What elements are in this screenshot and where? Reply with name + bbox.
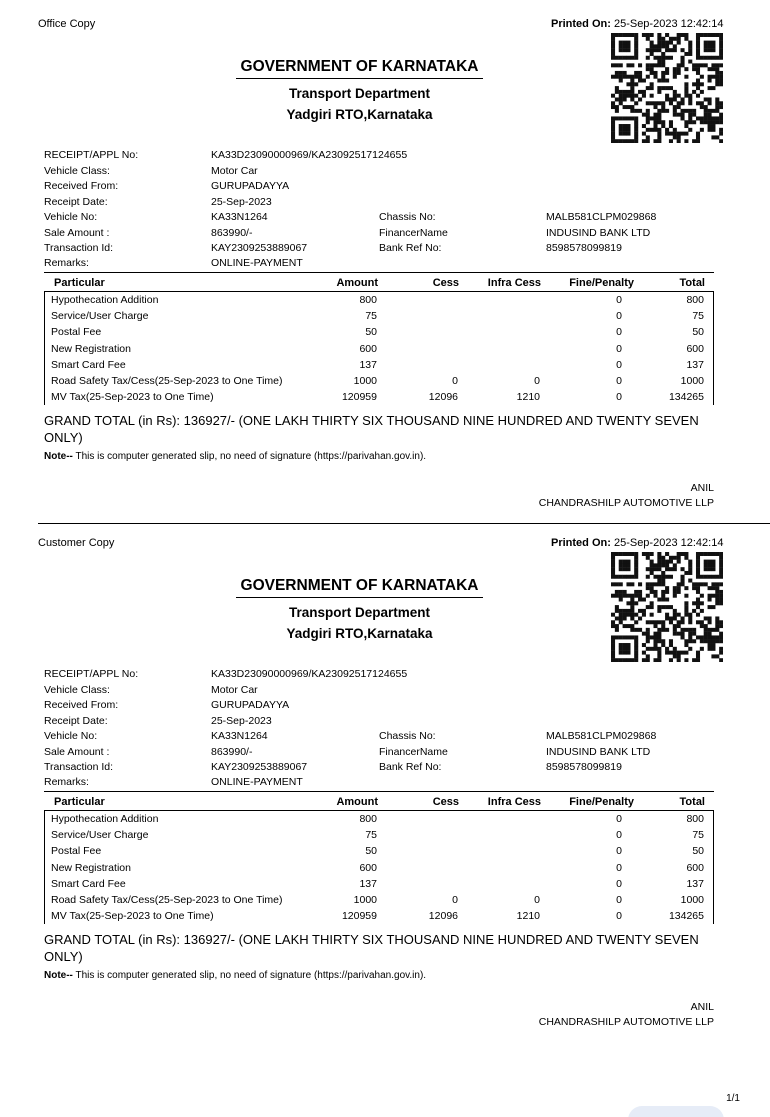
info-row-remarks: Remarks: ONLINE-PAYMENT: [44, 776, 303, 788]
signatory-name: ANIL: [690, 1001, 714, 1013]
info-row-remarks: Remarks: ONLINE-PAYMENT: [44, 257, 303, 269]
copy-label: Office Copy: [38, 18, 96, 30]
printed-on: Printed On: 25-Sep-2023 12:42:14: [551, 537, 724, 549]
office-copy: [0, 0, 770, 509]
table-row: Service/User Charge 75 0 75: [51, 829, 704, 842]
info-row-sale-amount: Sale Amount : 863990/- FinancerName INDUSIND BANK LTD: [44, 745, 651, 758]
info-row-received-from: Received From: GURUPADAYYA: [44, 180, 290, 192]
table-row: MV Tax(25-Sep-2023 to One Time) 120959 12096 1210 0 134265: [51, 391, 704, 404]
signatory-name: ANIL: [690, 482, 714, 494]
table-row: New Registration 600 0 600: [51, 861, 704, 874]
info-row-vehicle-class: Vehicle Class: Motor Car: [44, 164, 258, 177]
table-row: Hypothecation Addition 800 0 800: [51, 813, 704, 825]
page-number: 1/1: [726, 1093, 740, 1104]
fees-table: [44, 272, 714, 405]
info-row-vehicle-class: Vehicle Class: Motor Car: [44, 683, 258, 696]
signatory-organization: CHANDRASHILP AUTOMOTIVE LLP: [538, 1016, 714, 1028]
government-title: GOVERNMENT OF KARNATAKA: [236, 58, 483, 79]
table-row: New Registration 600 0 600: [51, 342, 704, 355]
info-row-receipt-date: Receipt Date: 25-Sep-2023: [44, 195, 272, 208]
table-row: Postal Fee 50 0 50: [51, 326, 704, 339]
copy-label: Customer Copy: [38, 537, 115, 549]
qr-code-icon: [611, 33, 723, 143]
fees-table-header: Particular Amount Cess Infra Cess Fine/Penalty Total: [44, 272, 714, 292]
table-row: Road Safety Tax/Cess(25-Sep-2023 to One Time) 1000 0 0 0 1000: [51, 893, 704, 906]
department-title: Transport Department: [288, 605, 431, 620]
grand-total: GRAND TOTAL (in Rs): 136927/- (ONE LAKH THIRTY SIX THOUSAND NINE HUNDRED AND TWENTY SEVEN ONLY): [44, 932, 699, 964]
info-row-receipt: RECEIPT/APPL No: KA33D23090000969/KA23092517124655: [44, 668, 408, 680]
signatory-organization: CHANDRASHILP AUTOMOTIVE LLP: [538, 497, 714, 509]
fees-table-body: [44, 292, 714, 405]
rto-title: Yadgiri RTO,Karnataka: [286, 626, 433, 641]
table-row: Road Safety Tax/Cess(25-Sep-2023 to One Time) 1000 0 0 0 1000: [51, 374, 704, 387]
table-row: Hypothecation Addition 800 0 800: [51, 294, 704, 306]
grand-total: GRAND TOTAL (in Rs): 136927/- (ONE LAKH THIRTY SIX THOUSAND NINE HUNDRED AND TWENTY SEVEN ONLY): [44, 413, 699, 445]
table-row: Smart Card Fee 137 0 137: [51, 358, 704, 371]
info-row-transaction: Transaction Id: KAY2309253889067 Bank Ref No: 8598578099819: [44, 761, 622, 773]
info-row-receipt: RECEIPT/APPL No: KA33D23090000969/KA23092517124655: [44, 149, 408, 161]
fees-table-body: [44, 811, 714, 924]
info-row-vehicle-no: Vehicle No: KA33N1264 Chassis No: MALB581CLPM029868: [44, 730, 657, 742]
table-row: MV Tax(25-Sep-2023 to One Time) 120959 12096 1210 0 134265: [51, 910, 704, 923]
info-row-sale-amount: Sale Amount : 863990/- FinancerName INDUSIND BANK LTD: [44, 226, 651, 239]
fees-table: [44, 791, 714, 924]
fees-table-header: Particular Amount Cess Infra Cess Fine/Penalty Total: [44, 791, 714, 811]
rto-title: Yadgiri RTO,Karnataka: [286, 107, 433, 122]
note: Note-- This is computer generated slip, no need of signature (https://parivahan.gov.in).: [44, 451, 427, 462]
scroll-indicator: [628, 1106, 724, 1117]
info-row-vehicle-no: Vehicle No: KA33N1264 Chassis No: MALB581CLPM029868: [44, 211, 657, 223]
info-row-received-from: Received From: GURUPADAYYA: [44, 699, 290, 711]
department-title: Transport Department: [288, 86, 431, 101]
printed-on: Printed On: 25-Sep-2023 12:42:14: [551, 18, 724, 30]
qr-code-icon: [611, 552, 723, 662]
table-row: Smart Card Fee 137 0 137: [51, 877, 704, 890]
customer-copy: [0, 519, 770, 1028]
government-title: GOVERNMENT OF KARNATAKA: [236, 577, 483, 598]
note: Note-- This is computer generated slip, no need of signature (https://parivahan.gov.in).: [44, 970, 427, 981]
table-row: Postal Fee 50 0 50: [51, 845, 704, 858]
info-row-receipt-date: Receipt Date: 25-Sep-2023: [44, 714, 272, 727]
info-row-transaction: Transaction Id: KAY2309253889067 Bank Ref No: 8598578099819: [44, 242, 622, 254]
table-row: Service/User Charge 75 0 75: [51, 310, 704, 323]
